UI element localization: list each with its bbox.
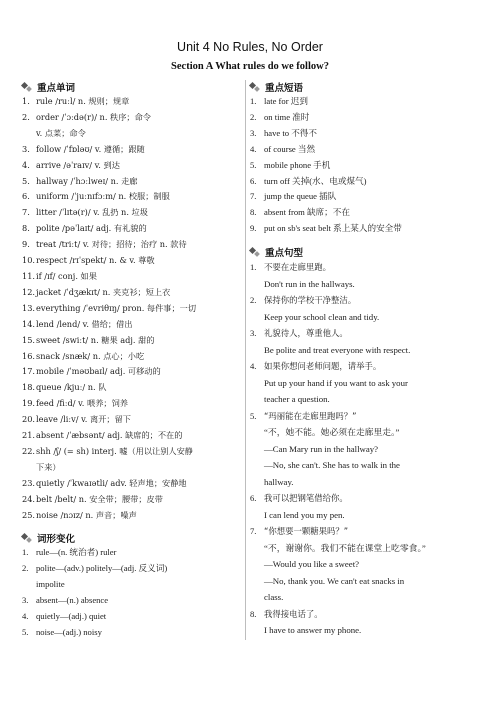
vocab-item (22, 492, 252, 508)
phrase-item-text: late for 迟到 (264, 96, 308, 106)
phrase-item-number: 3. (250, 127, 257, 138)
phrase-item-text: mobile phone 手机 (264, 159, 331, 170)
sentence-number: 8. (250, 608, 257, 619)
sentence-english-line: —Would you like a sweet? (264, 559, 360, 570)
phrase-item (250, 189, 490, 205)
vocab-item (22, 380, 252, 396)
vocab-item-text: shh /ʃ/ (= sh) interj. 嘘（用以让别人安静 (36, 445, 193, 456)
vocab-list (22, 94, 252, 523)
vocab-item-number (22, 460, 36, 476)
sentence-item (250, 325, 490, 342)
vocab-item (22, 221, 252, 237)
vocab-item-number: 12. (22, 286, 36, 297)
vocab-item-text: polite /pəˈlaɪt/ adj. 有礼貌的 (36, 223, 147, 234)
sentence-item (250, 259, 490, 276)
sentence-english-line: Don't run in the hallways. (264, 278, 355, 289)
vocab-item (22, 285, 252, 301)
vocab-item-number: 23. (22, 477, 36, 488)
phrase-item (250, 142, 490, 158)
sentence-english-line: —No, thank you. We can't eat snacks in (264, 575, 405, 586)
vocab-item (22, 142, 252, 158)
vocab-item-number: 15. (22, 334, 36, 345)
vocab-item (22, 174, 252, 190)
sentence-item (250, 490, 490, 507)
vocab-item (22, 301, 252, 317)
diamond-bullet-icon (250, 82, 261, 93)
vocab-item (22, 428, 252, 444)
phrase-item-text: put on sb's seat belt 系上某人的安全带 (264, 223, 402, 234)
vocab-item (22, 364, 252, 380)
sentence-item (250, 358, 490, 375)
wordform-item-text: rule—(n. 统治者) ruler (36, 547, 117, 558)
vocab-item-number: 2. (22, 111, 30, 122)
phrase-item-text: absent from 缺席；不在 (264, 207, 350, 218)
wordform-item-text: quietly—(adj.) quiet (36, 611, 107, 622)
wordform-item-number (22, 577, 36, 593)
sentence-chinese: 保持你的学校干净整洁。 (264, 295, 357, 306)
sentence-number: 7. (250, 526, 257, 537)
vocab-item (22, 508, 252, 524)
wordform-item (22, 545, 252, 561)
sentence-english-line: —Can Mary run in the hallway? (264, 443, 379, 454)
wordforms-heading (22, 531, 252, 545)
vocab-item-number: 19. (22, 398, 36, 409)
phrase-item-number: 6. (250, 175, 257, 186)
vocab-item-text: sweet /swiːt/ n. 糖果 adj. 甜的 (36, 334, 155, 345)
wordform-item (22, 577, 252, 593)
diamond-bullet-icon (250, 247, 261, 258)
phrases-heading (250, 80, 490, 94)
vocab-item-text: rule /ruːl/ n. 规则；规章 (36, 96, 130, 106)
phrase-item-number: 2. (250, 111, 257, 122)
sentence-english-line: I can lend you my pen. (264, 509, 345, 520)
vocab-item (22, 349, 252, 365)
vocab-item-number (22, 126, 36, 142)
sentence-english-line: class. (264, 592, 284, 603)
sentence-english-line: “不，她不能。她必须在走廊里走。” (264, 427, 400, 438)
sentence-item (250, 606, 490, 623)
vocab-item (22, 158, 252, 174)
vocab-heading (22, 80, 252, 94)
phrase-item (250, 221, 490, 237)
vocab-item-text: hallway /ˈhɔːlweɪ/ n. 走廊 (36, 175, 138, 186)
diamond-bullet-icon (22, 82, 33, 93)
phrases-list (250, 94, 490, 237)
vocab-item-number: 11. (22, 270, 36, 281)
vocab-item-text: snack /snæk/ n. 点心；小吃 (36, 350, 145, 361)
vocab-item (22, 412, 252, 428)
wordform-item-text: noise—(adj.) noisy (36, 627, 102, 637)
sentence-english-line: teacher a question. (264, 394, 330, 405)
vocab-item (22, 237, 252, 253)
sentence-english-line: I have to answer my phone. (264, 625, 362, 636)
vocab-item (22, 317, 252, 333)
sentence-english-line: “不，谢谢你。我们不能在课堂上吃零食。” (264, 542, 426, 553)
left-column (22, 80, 252, 641)
vocab-item (22, 396, 252, 412)
vocab-item-number: 22. (22, 445, 36, 456)
vocab-item (22, 269, 252, 285)
vocab-item-number: 4. (22, 159, 30, 170)
vocab-item-text: mobile /ˈməʊbaɪl/ adj. 可移动的 (36, 366, 161, 377)
vocab-item-text: quietly /ˈkwaɪətli/ adv. 轻声地；安静地 (36, 477, 187, 488)
phrase-item-text: jump the queue 插队 (264, 191, 337, 202)
sentences-list (250, 259, 490, 639)
wordform-item-number: 4. (22, 611, 29, 622)
vocab-item-number: 14. (22, 318, 36, 329)
sentence-chinese: “你想要一颗糖果吗？” (264, 526, 349, 537)
vocab-item-text: queue /kjuː/ n. 队 (36, 382, 107, 393)
vocab-item-number: 1. (22, 96, 30, 106)
vocab-item-text: respect /rɪˈspekt/ n. & v. 尊敬 (36, 255, 155, 266)
vocab-item-number: 13. (22, 302, 36, 313)
sentence-item (250, 523, 490, 540)
phrase-item-number: 5. (250, 159, 257, 170)
sentence-chinese: 不要在走廊里跑。 (264, 262, 331, 273)
sentence-chinese: 我得接电话了。 (264, 608, 323, 619)
vocab-item-number: 17. (22, 366, 36, 377)
vocab-item-text: follow /ˈfɒləʊ/ v. 遵循；跟随 (36, 143, 145, 154)
vocab-item (22, 476, 252, 492)
sentence-number: 1. (250, 262, 257, 273)
sentence-item (250, 292, 490, 309)
wordform-item-number: 2. (22, 563, 29, 574)
vocab-item-text: v. 点菜；命令 (36, 127, 86, 138)
sentence-english-line: —No, she can't. She has to walk in the (264, 460, 400, 471)
vocab-item-number: 5. (22, 175, 30, 186)
wordform-item (22, 625, 252, 641)
phrase-item-text: turn off 关掉(水、电或煤气) (264, 175, 367, 186)
sentence-number: 6. (250, 493, 257, 504)
vocab-item (22, 333, 252, 349)
sentence-chinese: 如果你想问老师问题，请举手。 (264, 361, 382, 372)
vocab-item-text: if /ɪf/ conj. 如果 (36, 270, 97, 281)
vocab-item (22, 460, 252, 476)
vocab-item-text: absent /ˈæbsənt/ adj. 缺席的；不在的 (36, 430, 183, 441)
vocab-item-text: belt /belt/ n. 安全带；腰带；皮带 (36, 493, 163, 504)
wordform-item-number: 5. (22, 627, 29, 637)
phrase-item-text: on time 准时 (264, 111, 310, 122)
vocab-item-text: feed /fiːd/ v. 喂养；饲养 (36, 398, 128, 409)
wordform-item (22, 561, 252, 577)
vocab-item-text: everything /ˈevriθɪŋ/ pron. 每件事；一切 (36, 302, 197, 313)
vocab-item-number: 6. (22, 191, 30, 202)
vocab-item-text: leave /liːv/ v. 离开；留下 (36, 414, 131, 425)
wordform-item-text: absent—(n.) absence (36, 595, 109, 606)
diamond-bullet-icon (22, 533, 33, 544)
vocab-item-number: 10. (22, 255, 36, 266)
vocab-item (22, 205, 252, 221)
vocab-item-number: 18. (22, 382, 36, 393)
sentence-chinese: “玛丽能在走廊里跑吗？” (264, 410, 357, 421)
sentence-chinese: 礼貌待人，尊重他人。 (264, 328, 348, 339)
vocab-item-number: 25. (22, 509, 36, 520)
wordform-item (22, 609, 252, 625)
sentence-english-line: Be polite and treat everyone with respect. (264, 344, 411, 355)
vocab-item (22, 444, 252, 460)
vocab-item (22, 94, 252, 110)
vocab-item-text: order /ˈɔːdə(r)/ n. 秩序；命令 (36, 111, 151, 122)
sentence-english-line: hallway. (264, 476, 294, 487)
wordforms-list (22, 545, 252, 640)
sentence-item (250, 408, 490, 425)
sentence-number: 4. (250, 361, 257, 372)
wordforms-heading-label: 词形变化 (37, 534, 76, 546)
vocab-item (22, 189, 252, 205)
vocab-item-text: noise /nɔɪz/ n. 声音；噪声 (36, 509, 137, 520)
sentence-number: 5. (250, 410, 257, 421)
vocab-item-number: 9. (22, 239, 30, 250)
sentence-number: 3. (250, 328, 257, 339)
phrase-item-number: 9. (250, 223, 257, 234)
phrase-item-number: 1. (250, 96, 257, 106)
phrase-item-number: 4. (250, 143, 257, 154)
vocab-item-number: 24. (22, 493, 36, 504)
phrases-heading-label: 重点短语 (265, 83, 304, 94)
section-title: Section A What rules do we follow? (171, 61, 329, 72)
sentences-heading (250, 245, 490, 259)
vocab-heading-label: 重点单词 (37, 83, 76, 94)
vocab-item (22, 110, 252, 126)
phrase-item (250, 158, 490, 174)
phrase-item-text: of course 当然 (264, 143, 316, 154)
phrase-item-number: 7. (250, 191, 257, 202)
phrase-item-number: 8. (250, 207, 257, 218)
unit-title: Unit 4 No Rules, No Order (177, 40, 323, 54)
wordform-item-number: 1. (22, 547, 29, 558)
vocab-item-text: lend /lend/ v. 借给；借出 (36, 318, 133, 329)
wordform-item (22, 593, 252, 609)
wordform-item-text: impolite (36, 579, 65, 590)
sentence-english-line: Keep your school clean and tidy. (264, 311, 380, 322)
vocab-item-number: 3. (22, 143, 30, 154)
phrase-item-text: have to 不得不 (264, 127, 317, 138)
vocab-item (22, 253, 252, 269)
phrase-item (250, 94, 490, 110)
vocab-item-text: arrive /əˈraɪv/ v. 到达 (36, 159, 120, 170)
sentence-number: 2. (250, 295, 257, 306)
vocab-item-text: litter /ˈlɪtə(r)/ v. 乱扔 n. 垃圾 (36, 207, 148, 218)
phrase-item (250, 126, 490, 142)
phrase-item (250, 110, 490, 126)
vocab-item-text: treat /triːt/ v. 对待；招待；治疗 n. 款待 (36, 239, 187, 250)
phrase-item (250, 205, 490, 221)
vocab-item-text: uniform /ˈjuːnɪfɔːm/ n. 校服；制服 (36, 191, 170, 202)
vocab-item-number: 21. (22, 430, 36, 441)
sentence-english-line: Put up your hand if you want to ask your (264, 377, 408, 388)
vocab-item-text: jacket /ˈdʒækɪt/ n. 夹克衫；短上衣 (36, 286, 171, 297)
wordform-item-text: polite—(adv.) politely—(adj. 反义词) (36, 563, 168, 574)
vocab-item-number: 20. (22, 414, 36, 425)
vocab-item-text: 下来） (36, 461, 61, 472)
vocab-item-number: 16. (22, 350, 36, 361)
wordform-item-number: 3. (22, 595, 29, 606)
sentence-chinese: 我可以把钢笔借给你。 (264, 493, 348, 504)
vocab-item-number: 8. (22, 223, 30, 234)
vocab-item (22, 126, 252, 142)
vocab-item-number: 7. (22, 207, 30, 218)
right-column (250, 80, 490, 639)
phrase-item (250, 174, 490, 190)
sentences-heading-label: 重点句型 (265, 248, 304, 260)
